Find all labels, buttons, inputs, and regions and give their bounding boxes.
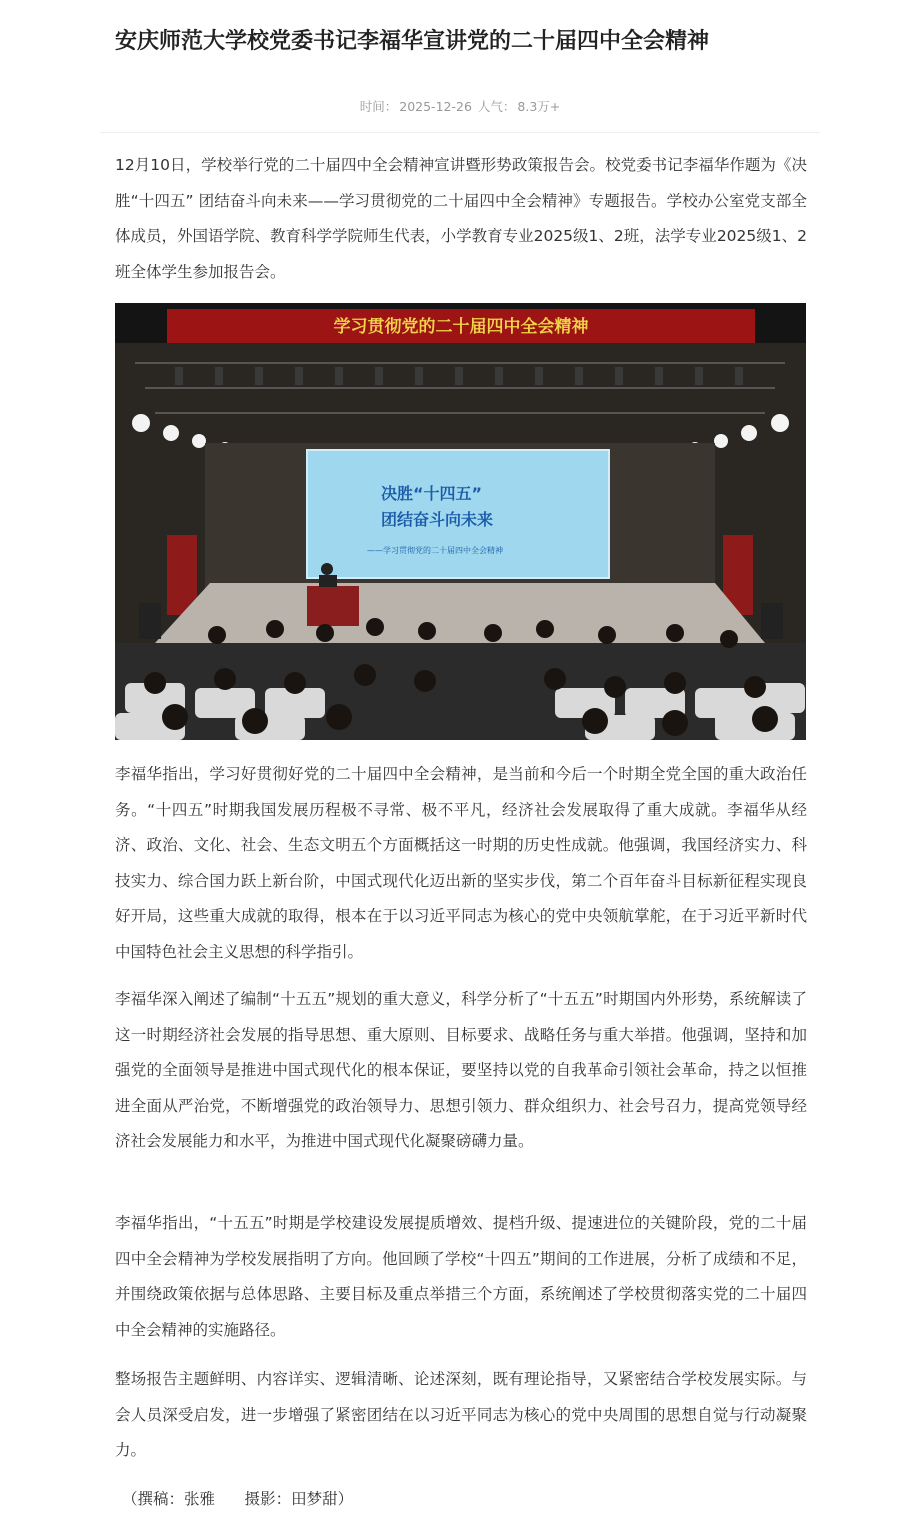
time-label: 时间： [359, 99, 398, 114]
paragraph-summary: 整场报告主题鲜明、内容详实、逻辑清晰、论述深刻，既有理论指导，又紧密结合学校发展实际。与会人员深受启发，进一步增强了紧密团结在以习近平同志为核心的党中央周围的思想自觉与行动凝聚力。 [115, 1370, 807, 1459]
article-title: 安庆师范大学校党委书记李福华宣讲党的二十届四中全会精神 [115, 29, 710, 54]
meta-divider [100, 132, 820, 133]
banner-text: 学习贯彻党的二十届四中全会精神 [333, 317, 589, 337]
screen-subtitle: ——学习贯彻党的二十届四中全会精神 [367, 546, 503, 555]
publish-date: 2025-12-26 [399, 99, 472, 114]
event-photo [115, 303, 806, 740]
paragraph-intro: 12月10日，学校举行党的二十届四中全会精神宣讲暨形势政策报告会。校党委书记李福华作题为《决胜“十四五” 团结奋斗向未来——学习贯彻党的二十届四中全会精神》专题报告。学校办公室党支部全体成员，外国语学院、教育科学学院师生代表，小学教育专业2025级1、2班，法学专业2025级1、2班全体学生参加报告会。 [115, 156, 807, 281]
paragraph-school: 李福华指出，“十五五”时期是学校建设发展提质增效、提档升级、提速进位的关键阶段，党的二十届四中全会精神为学校发展指明了方向。他回顾了学校“十四五”期间的工作进展，分析了成绩和不足，并围绕政策依据与总体思路、主要目标及重点举措三个方面，系统阐述了学校贯彻落实党的二十届四中全会精神的实施路径。 [115, 1214, 807, 1339]
article-credit: （撰稿：张雅 摄影：田梦甜） [122, 1490, 354, 1508]
screen-line2: 团结奋斗向未来 [381, 510, 494, 529]
views-count: 8.3万+ [517, 99, 561, 114]
views-label: 人气： [477, 99, 516, 114]
screen-line1: 决胜“十四五” [381, 484, 483, 503]
article-meta [100, 96, 820, 118]
paragraph-planning: 李福华深入阐述了编制“十五五”规划的重大意义，科学分析了“十五五”时期国内外形势，系统解读了这一时期经济社会发展的指导思想、重大原则、目标要求、战略任务与重大举措。他强调，坚持和加强党的全面领导是推进中国式现代化的根本保证，要坚持以党的自我革命引领社会革命，持之以恒推进全面从严治党，不断增强党的政治领导力、思想引领力、群众组织力、社会号召力，提高党领导经济社会发展能力和水平，为推进中国式现代化凝聚磅礴力量。 [115, 990, 807, 1150]
paragraph-achievements: 李福华指出，学习好贯彻好党的二十届四中全会精神，是当前和今后一个时期全党全国的重大政治任务。“十四五”时期我国发展历程极不寻常、极不平凡，经济社会发展取得了重大成就。李福华从经济、政治、文化、社会、生态文明五个方面概括这一时期的历史性成就。他强调，我国经济实力、科技实力、综合国力跃上新台阶，中国式现代化迈出新的坚实步伐，第二个百年奋斗目标新征程实现良好开局，这些重大成就的取得，根本在于以习近平同志为核心的党中央领航掌舵，在于习近平新时代中国特色社会主义思想的科学指引。 [115, 765, 807, 961]
